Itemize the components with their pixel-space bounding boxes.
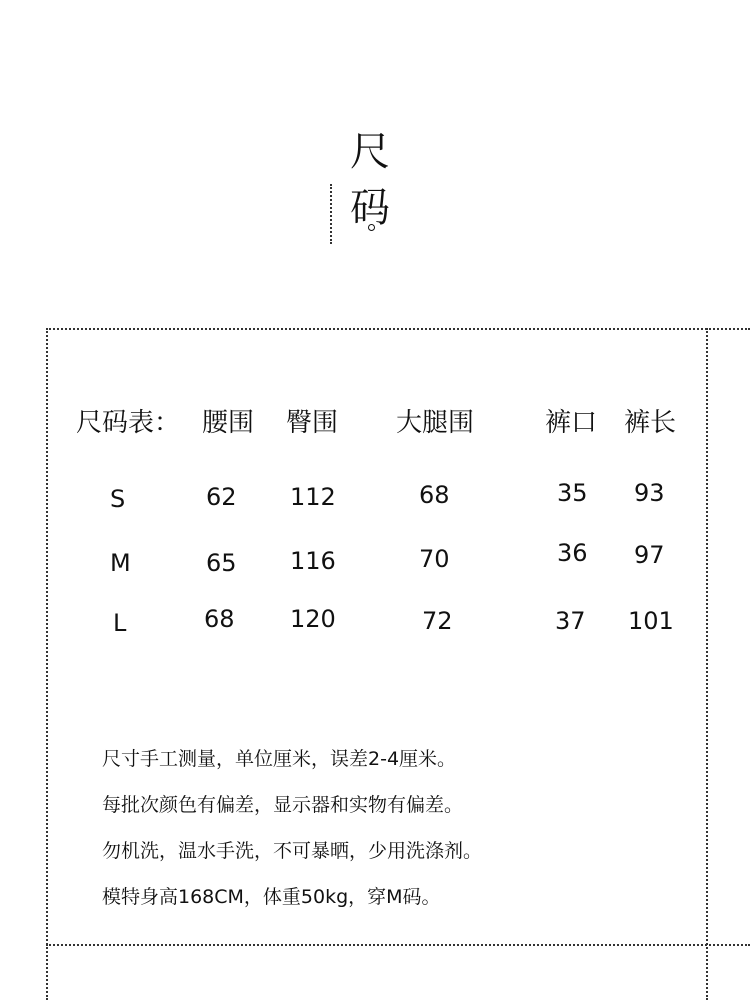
- table-cell: 37: [555, 607, 586, 635]
- table-cell: 36: [557, 539, 588, 567]
- table-cell: 116: [290, 547, 336, 575]
- table-cell: 93: [634, 479, 665, 507]
- note-measurement: 尺寸手工测量，单位厘米，误差2-4厘米。: [102, 748, 457, 770]
- title-dotted-divider: [330, 184, 332, 244]
- note-washing: 勿机洗，温水手洗，不可暴晒，少用洗涤剂。: [102, 840, 483, 862]
- table-cell: 112: [290, 483, 336, 511]
- header-thigh: 大腿围: [396, 408, 475, 438]
- header-waist: 腰围: [202, 408, 255, 438]
- frame-left-line: [46, 328, 48, 1000]
- table-cell: 72: [422, 607, 453, 635]
- table-cell: 35: [557, 479, 588, 507]
- table-cell: 65: [206, 549, 237, 577]
- table-cell: 62: [206, 483, 237, 511]
- table-cell: 120: [290, 605, 336, 633]
- title-dot: [368, 224, 375, 231]
- header-hem: 裤口: [545, 408, 598, 438]
- table-cell: M: [110, 549, 131, 577]
- note-color: 每批次颜色有偏差，显示器和实物有偏差。: [102, 794, 464, 816]
- table-cell: 97: [634, 541, 665, 569]
- table-cell: 101: [628, 607, 674, 635]
- title-char-2: 码: [350, 185, 390, 231]
- frame-bottom-line: [46, 944, 750, 946]
- header-length: 裤长: [624, 408, 677, 438]
- table-cell: S: [110, 485, 126, 513]
- table-cell: 70: [419, 545, 450, 573]
- frame-right-line: [706, 328, 708, 1000]
- header-size-table: 尺码表：: [76, 408, 181, 438]
- header-hip: 臀围: [286, 408, 339, 438]
- note-model: 模特身高168CM，体重50kg，穿M码。: [102, 886, 441, 908]
- table-cell: 68: [419, 481, 450, 509]
- table-cell: L: [113, 609, 127, 637]
- title-char-1: 尺: [350, 129, 390, 175]
- table-cell: 68: [204, 605, 235, 633]
- frame-top-line: [46, 328, 750, 330]
